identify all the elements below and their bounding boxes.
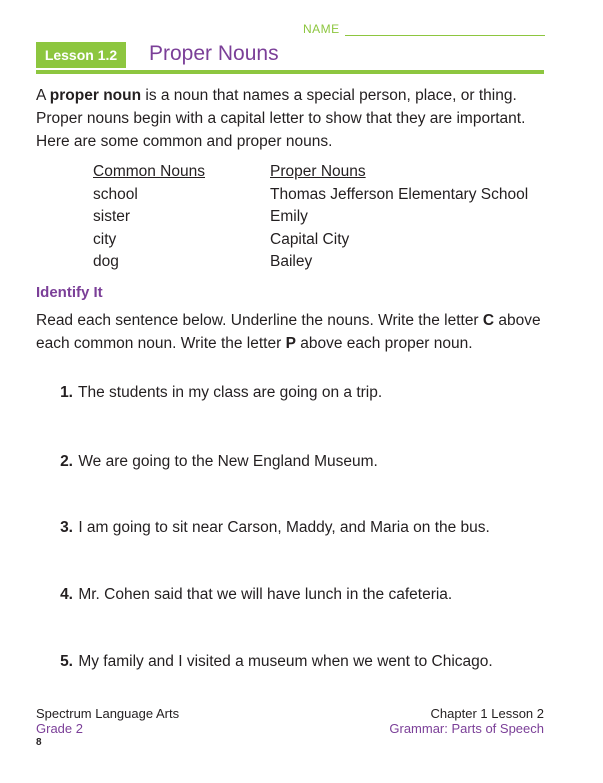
sentence-number: 4. (60, 586, 73, 603)
footer-topic: Grammar: Parts of Speech (389, 721, 544, 736)
sentence-number: 2. (60, 453, 73, 470)
sentence-text: My family and I visited a museum when we went to Chicago. (78, 653, 493, 670)
lesson-title: Proper Nouns (149, 42, 279, 65)
footer-chapter: Chapter 1 Lesson 2 (430, 706, 544, 721)
sentence-1 (40, 384, 382, 402)
common-noun: city (93, 230, 117, 248)
instructions-part-3: above each proper noun. (295, 335, 473, 352)
footer-grade: Grade 2 (36, 721, 83, 736)
noun-table-row (93, 184, 553, 207)
noun-table (93, 161, 553, 274)
sentence-text: I am going to sit near Carson, Maddy, and Maria on the bus. (78, 519, 490, 536)
intro-rest: is a noun that names a special person, place, or thing. Proper nouns begin with a capital letter to show that they are important. Here are some common and proper nouns. (36, 87, 526, 150)
activity-heading: Identify It (36, 284, 103, 301)
footer-right (389, 706, 544, 736)
intro-paragraph (36, 84, 556, 153)
sentence-text: The students in my class are going on a trip. (78, 384, 383, 401)
header-proper-nouns: Proper Nouns (270, 163, 366, 180)
sentence-number: 3. (60, 519, 73, 536)
sentence-5 (40, 653, 493, 671)
sentence-4 (40, 586, 452, 604)
noun-table-row (93, 251, 553, 274)
title-divider (36, 70, 544, 74)
proper-noun: Emily (270, 208, 308, 225)
name-write-line (345, 35, 545, 36)
sentence-number: 5. (60, 653, 73, 670)
lesson-badge: Lesson 1.2 (36, 42, 126, 68)
noun-table-row (93, 229, 553, 252)
footer-book-title: Spectrum Language Arts (36, 706, 180, 721)
sentence-text: We are going to the New England Museum. (78, 453, 378, 470)
noun-table-header (93, 161, 553, 184)
activity-instructions (36, 309, 556, 355)
instructions-part-1: Read each sentence below. Underline the nouns. Write the letter (36, 312, 483, 329)
name-field-row (303, 22, 545, 38)
intro-prefix: A (36, 87, 50, 104)
proper-noun: Thomas Jefferson Elementary School (270, 185, 529, 203)
footer-left (36, 706, 179, 736)
intro-bold-term: proper noun (49, 87, 142, 104)
sentence-number: 1. (60, 384, 73, 401)
letter-c: C (482, 312, 495, 329)
instructions-part-2: above each common noun. Write the letter (36, 312, 541, 352)
sentence-3 (40, 519, 490, 537)
letter-p: P (285, 335, 296, 352)
common-noun: dog (93, 253, 119, 270)
proper-noun: Bailey (270, 253, 313, 270)
noun-table-row (93, 206, 553, 229)
page-number: 8 (36, 737, 42, 748)
sentence-2 (40, 453, 378, 471)
proper-noun: Capital City (270, 230, 350, 248)
name-label: NAME (303, 22, 340, 36)
common-noun: sister (93, 208, 131, 225)
header-common-nouns: Common Nouns (93, 163, 205, 180)
common-noun: school (93, 185, 138, 203)
sentence-text: Mr. Cohen said that we will have lunch in the cafeteria. (78, 586, 453, 603)
